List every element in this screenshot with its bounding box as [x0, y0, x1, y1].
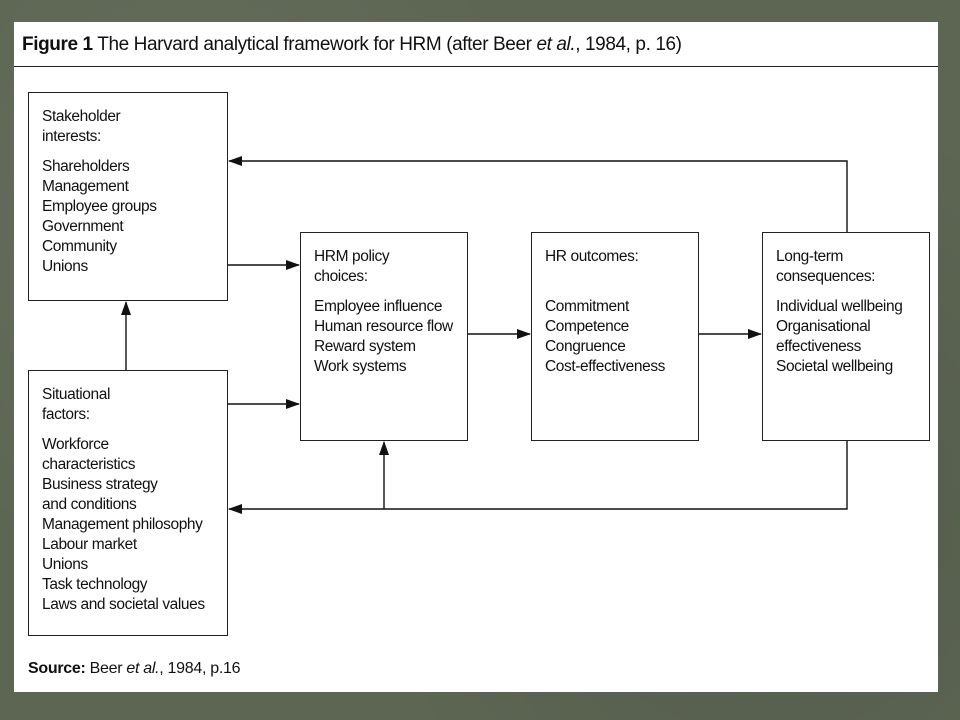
hr-outcomes-item: Cost-effectiveness [545, 358, 666, 375]
stakeholder-item: Unions [42, 258, 88, 275]
source-year: , 1984, p.16 [159, 660, 241, 677]
hrm-policy-heading: HRM policy choices: [314, 248, 390, 285]
stakeholder-interests-box [28, 92, 228, 301]
stakeholder-item: Government [42, 218, 124, 235]
feedback-to-situational [229, 440, 847, 509]
hr-outcomes-box [531, 232, 699, 441]
hrm-policy-choices-box [300, 232, 468, 441]
feedback-to-stakeholder [229, 161, 847, 232]
hrm-policy-item: Human resource flow [314, 318, 453, 335]
stakeholder-item: Management [42, 178, 129, 195]
stakeholder-heading: Stakeholder interests: [42, 108, 121, 145]
source-caption [28, 660, 240, 678]
long-term-heading: Long-term consequences: [776, 248, 876, 285]
stakeholder-item: Employee groups [42, 198, 157, 215]
situational-item: Business strategy [42, 476, 158, 493]
situational-heading: Situational factors: [42, 386, 110, 423]
situational-item: Task technology [42, 576, 148, 593]
situational-item: Laws and societal values [42, 596, 205, 613]
situational-item: Labour market [42, 536, 137, 553]
hrm-policy-item: Reward system [314, 338, 416, 355]
source-label: Source: [28, 660, 86, 677]
long-term-item: effectiveness [776, 338, 861, 355]
figure-title-text: The Harvard analytical framework for HRM (after Beer [97, 34, 537, 55]
figure-title-etal: et al. [536, 34, 576, 55]
figure-label: Figure 1 [22, 34, 93, 55]
situational-item: Management philosophy [42, 516, 203, 533]
hr-outcomes-item: Competence [545, 318, 629, 335]
long-term-item: Organisational [776, 318, 871, 335]
situational-item: Workforce [42, 436, 109, 453]
figure-page [14, 22, 938, 692]
source-text: Beer [85, 660, 127, 677]
hrm-policy-item: Employee influence [314, 298, 443, 315]
stakeholder-item: Community [42, 238, 117, 255]
situational-item: Unions [42, 556, 88, 573]
source-etal: et al. [126, 660, 160, 677]
situational-item: characteristics [42, 456, 136, 473]
hrm-policy-item: Work systems [314, 358, 407, 375]
hr-outcomes-item: Commitment [545, 298, 629, 315]
situational-item: and conditions [42, 496, 137, 513]
situational-factors-box [28, 370, 228, 636]
hr-outcomes-heading: HR outcomes: [545, 248, 639, 265]
figure-title-year: , 1984, p. 16) [575, 34, 682, 55]
long-term-item: Societal wellbeing [776, 358, 893, 375]
long-term-item: Individual wellbeing [776, 298, 903, 315]
long-term-consequences-box [762, 232, 930, 441]
stakeholder-item: Shareholders [42, 158, 130, 175]
hr-outcomes-item: Congruence [545, 338, 626, 355]
